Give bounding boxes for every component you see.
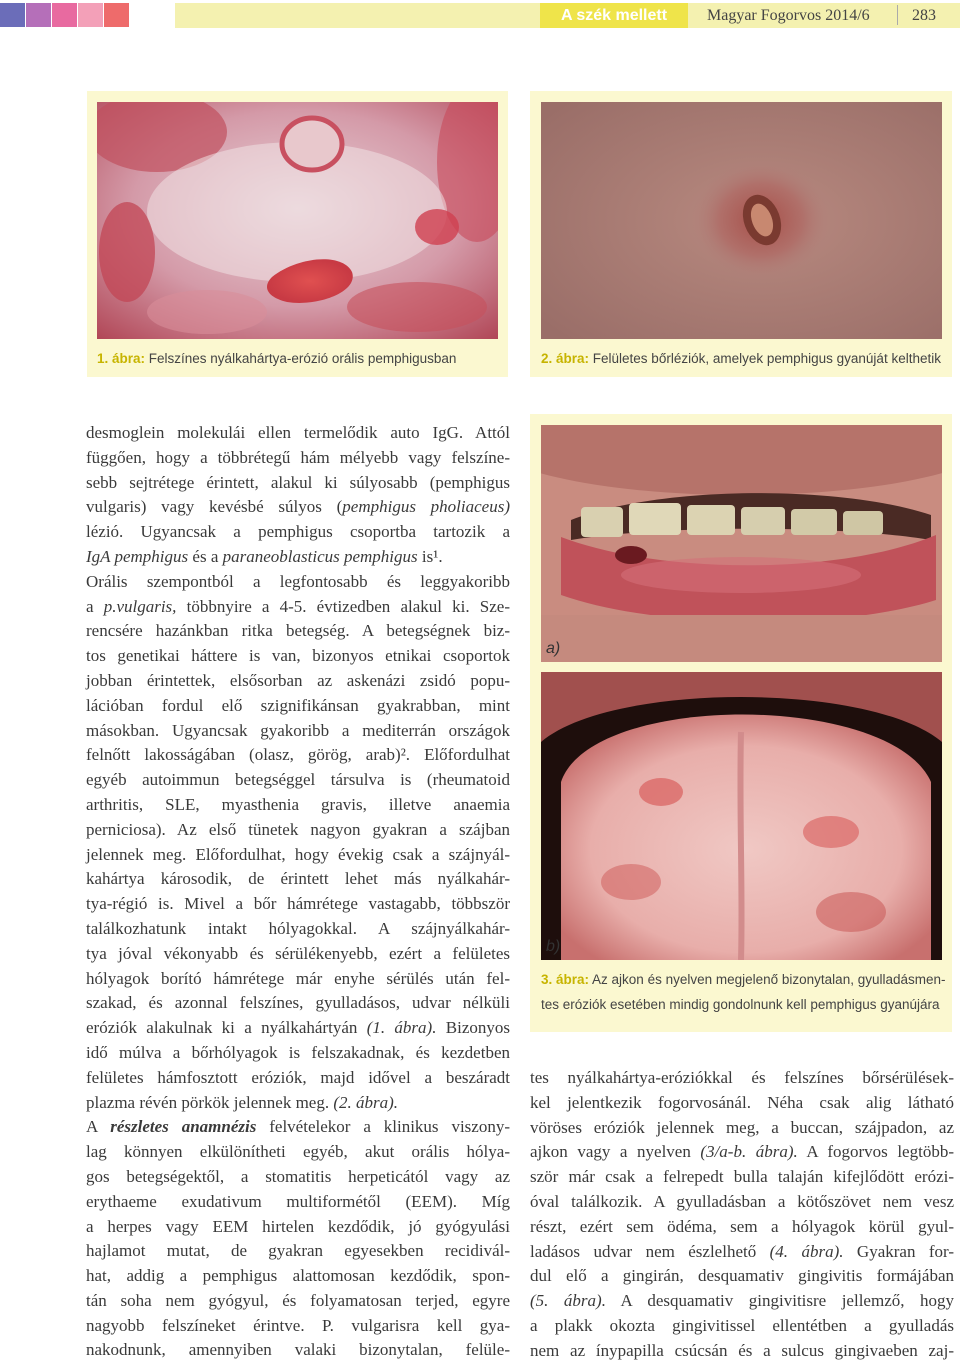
text-run: eróziók alakulnak ki a nyálkahártyán (86, 1018, 367, 1038)
text-line (86, 1314, 510, 1339)
text-line (530, 1264, 954, 1289)
figure-3-text-line2: tes eróziók esetében mindig gondolnunk kell pemphigus gyanújára (541, 997, 940, 1012)
swatch (0, 3, 25, 27)
text-run: a herpes vagy EEM hirtelen kezdődik, jó gyógyulási (86, 1216, 510, 1236)
body-text-left-column (86, 421, 510, 1363)
text-line (86, 520, 510, 545)
text-line (86, 991, 510, 1016)
italic-text: pemphigus pholiaceus) (342, 497, 510, 517)
text-run: tya-régió is. Mivel a bőr hámrétege vastagabb, többször (86, 894, 510, 914)
figure-1-text: Felszínes nyálkahártya-erózió orális pemphigusban (145, 351, 457, 366)
text-run: óval találkozik. A gyulladásban a kötőszövet nem vesz (530, 1191, 954, 1211)
text-line (530, 1314, 954, 1339)
text-run: A (86, 1117, 111, 1137)
text-run: perniciosa). Az első tünetek nagyon gyakran a szájban (86, 819, 510, 839)
text-run: tya jóval vékonyabb és sérülékenyebb, ezért a felületes (86, 943, 510, 963)
text-run: hólyagok borító hámrétege már enyhe sérülés után fel- (86, 968, 510, 988)
text-run: A fogorvos legtöbb- (797, 1142, 954, 1162)
page-number: 283 (912, 7, 936, 24)
text-line (530, 1116, 954, 1141)
text-run: szakad, és azonnal felszínes, gyulladásos, udvar nélküli (86, 993, 510, 1013)
text-line (86, 545, 510, 570)
text-line (86, 1289, 510, 1314)
text-line (86, 942, 510, 967)
text-run: tos genetikai háttere is van, bizonyos etnikai csoportok (86, 646, 510, 666)
text-run: a (86, 596, 104, 616)
text-line (86, 867, 510, 892)
text-run: hajlamot mutat, de gyakran egyesekben recidivál- (86, 1241, 510, 1261)
italic-text: p.vulgaris, (103, 596, 177, 616)
text-line (86, 421, 510, 446)
body-text-right-column (530, 1066, 954, 1364)
text-line (86, 719, 510, 744)
text-line (86, 1041, 510, 1066)
journal-title: Magyar Fogorvos 2014/6 (707, 7, 870, 24)
text-line (86, 1264, 510, 1289)
swatch (104, 3, 129, 27)
figure-1-caption (97, 350, 456, 368)
text-run: felnőtt lakosságában (olasz, görög, arab)². Előfordulhat (86, 745, 510, 765)
text-line (86, 570, 510, 595)
italic-text: paraneoblasticus pemphigus (222, 546, 418, 566)
italic-text: (4. ábra). (769, 1241, 844, 1261)
figure-3b-photo (541, 672, 942, 960)
text-run: nagyobb felszíneket érintve. P. vulgarisra kell gya- (86, 1315, 510, 1335)
text-run: Bizonyos (436, 1018, 510, 1038)
text-line (86, 471, 510, 496)
text-run: arthritis, SLE, myasthenia gravis, illetve anaemia (86, 794, 510, 814)
text-line (86, 793, 510, 818)
figure-3a-label: a) (546, 640, 561, 657)
text-run: ajkon vagy a nyelven (530, 1142, 701, 1162)
text-line (86, 1016, 510, 1041)
text-run: másokban. Ugyancsak gyakoribb a mediterrán országok (86, 720, 510, 740)
text-run: nakodnunk, amennyiben valaki bizonytalan, felüle- (86, 1340, 510, 1360)
text-line (86, 1239, 510, 1264)
text-run: egyéb autoimmun betegséggel társulva is (rheumatoid (86, 770, 510, 790)
figure-2-photo (541, 102, 942, 339)
figure-3-text-line1: Az ajkon és nyelven megjelenő bizonytalan, gyulladásmen- (589, 972, 946, 987)
italic-text: IgA pemphigus (86, 546, 189, 566)
text-run: sebb sejtrétege érintett, alakul ki súlyosabb (pemphigus (86, 472, 510, 492)
text-run: desmoglein molekulái ellen termelődik auto IgG. Attól (86, 423, 510, 442)
text-line (86, 1140, 510, 1165)
text-line (86, 495, 510, 520)
text-line (86, 843, 510, 868)
text-run: dul elő a gingirán, desquamativ gingivitis formájában (530, 1266, 954, 1286)
text-line (86, 892, 510, 917)
text-line (530, 1165, 954, 1190)
text-line (86, 644, 510, 669)
figure-1-label: 1. ábra: (97, 351, 146, 366)
text-run: erythaeme exudativum multiformétől (EEM). Míg (86, 1191, 510, 1211)
text-run: rencsére hazánkban ritka betegség. A betegségnek biz- (86, 621, 510, 641)
italic-text: (3/a-b. ábra). (700, 1142, 798, 1162)
text-run: tán soha nem gyógyul, és folyamatosan terjed, egyre (86, 1290, 510, 1310)
text-line (86, 1338, 510, 1363)
text-run: ször már csak a felrepedt bulla talaján kifejlődött erózi- (530, 1167, 954, 1187)
text-line (86, 1115, 510, 1140)
text-run: idő múlva a bőrhólyagok is felszakadnak, és kezdetben (86, 1042, 510, 1062)
text-line (86, 1190, 510, 1215)
swatch (78, 3, 103, 27)
text-line (86, 595, 510, 620)
figure-3a-photo (541, 425, 942, 662)
text-line (530, 1190, 954, 1215)
text-line (530, 1339, 954, 1364)
text-run: jelennek meg. Előfordulhat, hogy évekig csak a szájnyál- (86, 844, 510, 864)
text-run: is¹. (417, 546, 443, 566)
text-line (86, 743, 510, 768)
figure-2-label: 2. ábra: (541, 351, 590, 366)
text-line (86, 669, 510, 694)
text-line (86, 1165, 510, 1190)
text-run: lézió. Ugyancsak a pemphigus csoportba tartozik a (86, 522, 510, 542)
section-title: A szék mellett (540, 3, 688, 28)
text-line (530, 1140, 954, 1165)
text-line (530, 1091, 954, 1116)
text-line (86, 768, 510, 793)
text-run: A desquamativ gingivitisre jellemző, hogy (605, 1291, 954, 1311)
figure-1-photo (97, 102, 498, 339)
italic-text: (1. ábra). (366, 1018, 437, 1038)
text-run: lag könnyen elkülönítheti egyéb, akut orális hólya- (86, 1142, 510, 1162)
text-line (86, 1091, 510, 1116)
text-line (530, 1066, 954, 1091)
text-run: részt, ezért sem ödéma, sem a hólyagok körül gyul- (530, 1216, 954, 1236)
text-run: kel jelentkezik fogorvosánál. Néha csak alig látható (530, 1092, 954, 1112)
header-divider (897, 5, 898, 25)
text-line (86, 619, 510, 644)
text-run: tes nyálkahártya-eróziókkal és felszínes bőrsérülések- (530, 1068, 954, 1087)
figure-3b-label: b) (546, 938, 561, 955)
figure-3-label: 3. ábra: (541, 972, 590, 987)
italic-text: (5. ábra). (530, 1291, 606, 1311)
text-run: Gyakran for- (843, 1241, 954, 1261)
text-run: többnyire a 4-5. évtizedben alakul ki. Sze- (176, 596, 510, 616)
text-line (86, 1066, 510, 1091)
text-run: felvételekor a klinikus viszony- (256, 1117, 510, 1137)
text-run: felületes hámfosztott eróziók, majd idővel a beszáradt (86, 1067, 510, 1087)
text-line (86, 818, 510, 843)
text-run: kahártya károsodik, de érintett lehet más nyálkahár- (86, 869, 510, 889)
text-run: vöröses eróziók jelennek meg, a buccan, szájpadon, az (530, 1117, 954, 1137)
figure-2-text: Felületes bőrléziók, amelyek pemphigus gyanúját kelthetik (589, 351, 941, 366)
text-run: jobban érintettek, elsősorban az askenázi zsidó popu- (86, 670, 510, 690)
figure-2-caption (541, 350, 941, 368)
text-line (86, 917, 510, 942)
text-run: a plakk okozta gingivitissel ellentétben a gyulladás (530, 1315, 954, 1335)
text-run: és a (188, 546, 223, 566)
text-run: függően, hogy a többrétegű hám mélyebb vagy felszíne- (86, 447, 510, 467)
header-color-swatches (0, 3, 130, 27)
figure-3-caption (541, 967, 946, 1017)
text-line (86, 446, 510, 471)
text-run: hat, addig a pemphigus alattomosan kezdődik, spon- (86, 1266, 510, 1286)
text-run: plazma révén pörkök jelennek meg. (86, 1092, 334, 1112)
text-run: vulgaris) vagy kevésbé súlyos ( (86, 497, 343, 517)
text-run: nem az ínypapilla csúcsán és a sulcus gingivaeben zaj- (530, 1340, 954, 1360)
text-run: találkozhatunk intakt hólyagokkal. A szájnyálkahár- (86, 918, 510, 938)
text-line (86, 694, 510, 719)
text-line (86, 1215, 510, 1240)
text-line (530, 1215, 954, 1240)
bold-term: részletes anamnézis (110, 1117, 257, 1137)
text-line (530, 1289, 954, 1314)
swatch (26, 3, 51, 27)
italic-text: (2. ábra). (333, 1092, 399, 1112)
text-run: Orális szempontból a legfontosabb és leggyakoribb (86, 571, 510, 591)
text-run: gos betegségektől, a stomatitis herpeticától vagy az (86, 1166, 510, 1186)
text-run: ladásos udvar nem észlelhető (530, 1241, 770, 1261)
text-run: lációban fordul elő szignifikánsan gyakrabban, mint (86, 695, 510, 715)
swatch (52, 3, 77, 27)
text-line (86, 967, 510, 992)
text-line (530, 1240, 954, 1265)
